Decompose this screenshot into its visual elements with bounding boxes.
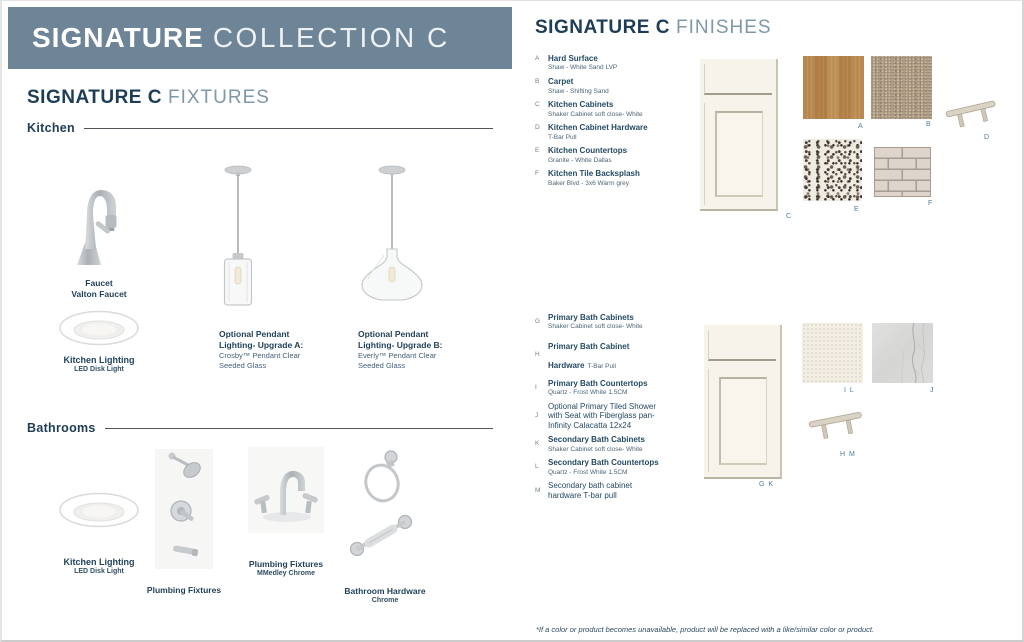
kitchen-lighting-label [39, 355, 159, 375]
kitchen-lighting-subtitle: LED Disk Light [74, 366, 124, 374]
faucet-label [39, 278, 159, 299]
kitchen-finishes-list [535, 54, 661, 188]
collection-banner [8, 7, 512, 69]
fixtures-heading [27, 87, 270, 109]
carpet-swatch [871, 56, 932, 119]
finish-item-f: F Kitchen Tile Backsplash Baker Blvd - 3x6 Warm grey [535, 169, 640, 187]
finishes-page [514, 1, 1024, 642]
cabinet-door-panel [719, 377, 768, 465]
kitchen-cabinet-swatch [700, 59, 778, 211]
towel-ring-image [357, 448, 409, 506]
fixtures-heading-light: FIXTURES [167, 87, 270, 108]
finish-item-h: H Primary Bath Cabinet Hardware T-Bar Pull [535, 342, 630, 370]
swatch-label-f: F [928, 200, 934, 207]
finish-item-l: L Secondary Bath Countertops Quartz - Frost White 1.5CM [535, 458, 659, 476]
granite-swatch [803, 139, 862, 201]
quartz-swatch [802, 323, 863, 383]
finish-item-b: B Carpet Shaw - Shifting Sand [535, 77, 609, 95]
pendant-a-label: Optional Pendant Lighting- Upgrade A: Crosby™ Pendant Clear Seeded Glass [219, 329, 304, 370]
bathrooms-section-header [27, 421, 493, 435]
swatch-label-c: C [786, 213, 793, 220]
availability-footnote: *If a color or product becomes unavailable, product will be replaced with a like/similar color or product. [536, 625, 875, 634]
swatch-label-a: A [858, 123, 864, 130]
cabinet-drawer-front [704, 64, 772, 96]
swatch-label-hm: H M [840, 451, 856, 458]
faucet-subtitle: Valton Faucet [71, 288, 127, 299]
bath-disk-light-image [57, 488, 141, 532]
swatch-label-b: B [926, 121, 932, 128]
faucet-title: Faucet [85, 278, 113, 288]
finishes-heading-bold: SIGNATURE C [535, 17, 670, 38]
calacatta-swatch [872, 323, 933, 383]
kitchen-section-header [27, 121, 493, 135]
swatch-label-e: E [854, 206, 860, 213]
cabinet-drawer-front [708, 330, 776, 362]
finish-item-g: G Primary Bath Cabinets Shaker Cabinet soft close- White [535, 313, 643, 331]
kitchen-disk-light-image [57, 306, 141, 350]
swatch-label-j: J [930, 387, 935, 394]
finish-item-a: A Hard Surface Shaw - White Sand LVP [535, 54, 618, 72]
finish-item-k: K Secondary Bath Cabinets Shaker Cabinet soft close- White [535, 435, 645, 453]
kitchen-lighting-title: Kitchen Lighting [63, 355, 135, 365]
paper-holder-image [345, 509, 419, 561]
swatch-label-il: I L [844, 387, 855, 394]
pendant-b-image [360, 163, 424, 305]
bathrooms-section-rule [105, 428, 493, 429]
bath-hardware-label: Bathroom Hardware Chrome [344, 586, 426, 604]
finish-item-d: D Kitchen Cabinet Hardware T-Bar Pull [535, 123, 648, 141]
bath-faucet-label: Plumbing Fixtures MMedley Chrome [248, 559, 324, 577]
cabinet-door [708, 369, 776, 472]
swatch-label-d: D [984, 134, 991, 141]
shower-fixtures-image [155, 449, 213, 569]
bath-finishes-list [535, 313, 661, 500]
kitchen-handle-swatch [944, 97, 1000, 133]
finishes-heading [535, 17, 772, 39]
bath-cabinet-swatch [704, 325, 782, 479]
finishes-heading-light: FINISHES [675, 17, 772, 38]
finish-item-i: I Primary Bath Countertops Quartz - Frost White 1.5CM [535, 378, 648, 397]
shower-fixtures-label: Plumbing Fixtures [146, 585, 222, 595]
tile-backsplash-swatch [874, 147, 931, 197]
hard-surface-swatch [803, 56, 864, 119]
kitchen-section-rule [84, 128, 493, 129]
cabinet-door [704, 103, 772, 205]
pendant-b-label: Optional Pendant Lighting- Upgrade B: Everly™ Pendant Clear Seeded Glass [358, 329, 443, 370]
kitchen-section-label: Kitchen [27, 121, 75, 135]
fixtures-heading-bold: SIGNATURE C [27, 87, 162, 108]
fixtures-page [2, 1, 514, 642]
finish-item-c: C Kitchen Cabinets Shaker Cabinet soft close- White [535, 100, 643, 118]
bath-lighting-label: Kitchen Lighting LED Disk Light [63, 557, 135, 576]
kitchen-faucet-image [60, 159, 136, 269]
banner-title-bold: SIGNATURE [32, 22, 204, 53]
bath-faucet-image [248, 447, 324, 533]
cabinet-door-panel [715, 111, 764, 198]
finish-item-e: E Kitchen Countertops Granite - White Dallas [535, 146, 628, 164]
finish-item-j: J Optional Primary Tiled Shower with Seat with Fiberglass pan- Infinity Calacatta 12x24 [535, 401, 657, 430]
pendant-a-image [208, 163, 268, 308]
bath-handle-swatch [806, 407, 866, 445]
banner-title-light: COLLECTION C [212, 22, 450, 53]
bathrooms-section-label: Bathrooms [27, 421, 96, 435]
swatch-label-gk: G K [759, 481, 775, 488]
finish-item-m: M Secondary bath cabinet hardware T-bar pull [535, 481, 633, 500]
